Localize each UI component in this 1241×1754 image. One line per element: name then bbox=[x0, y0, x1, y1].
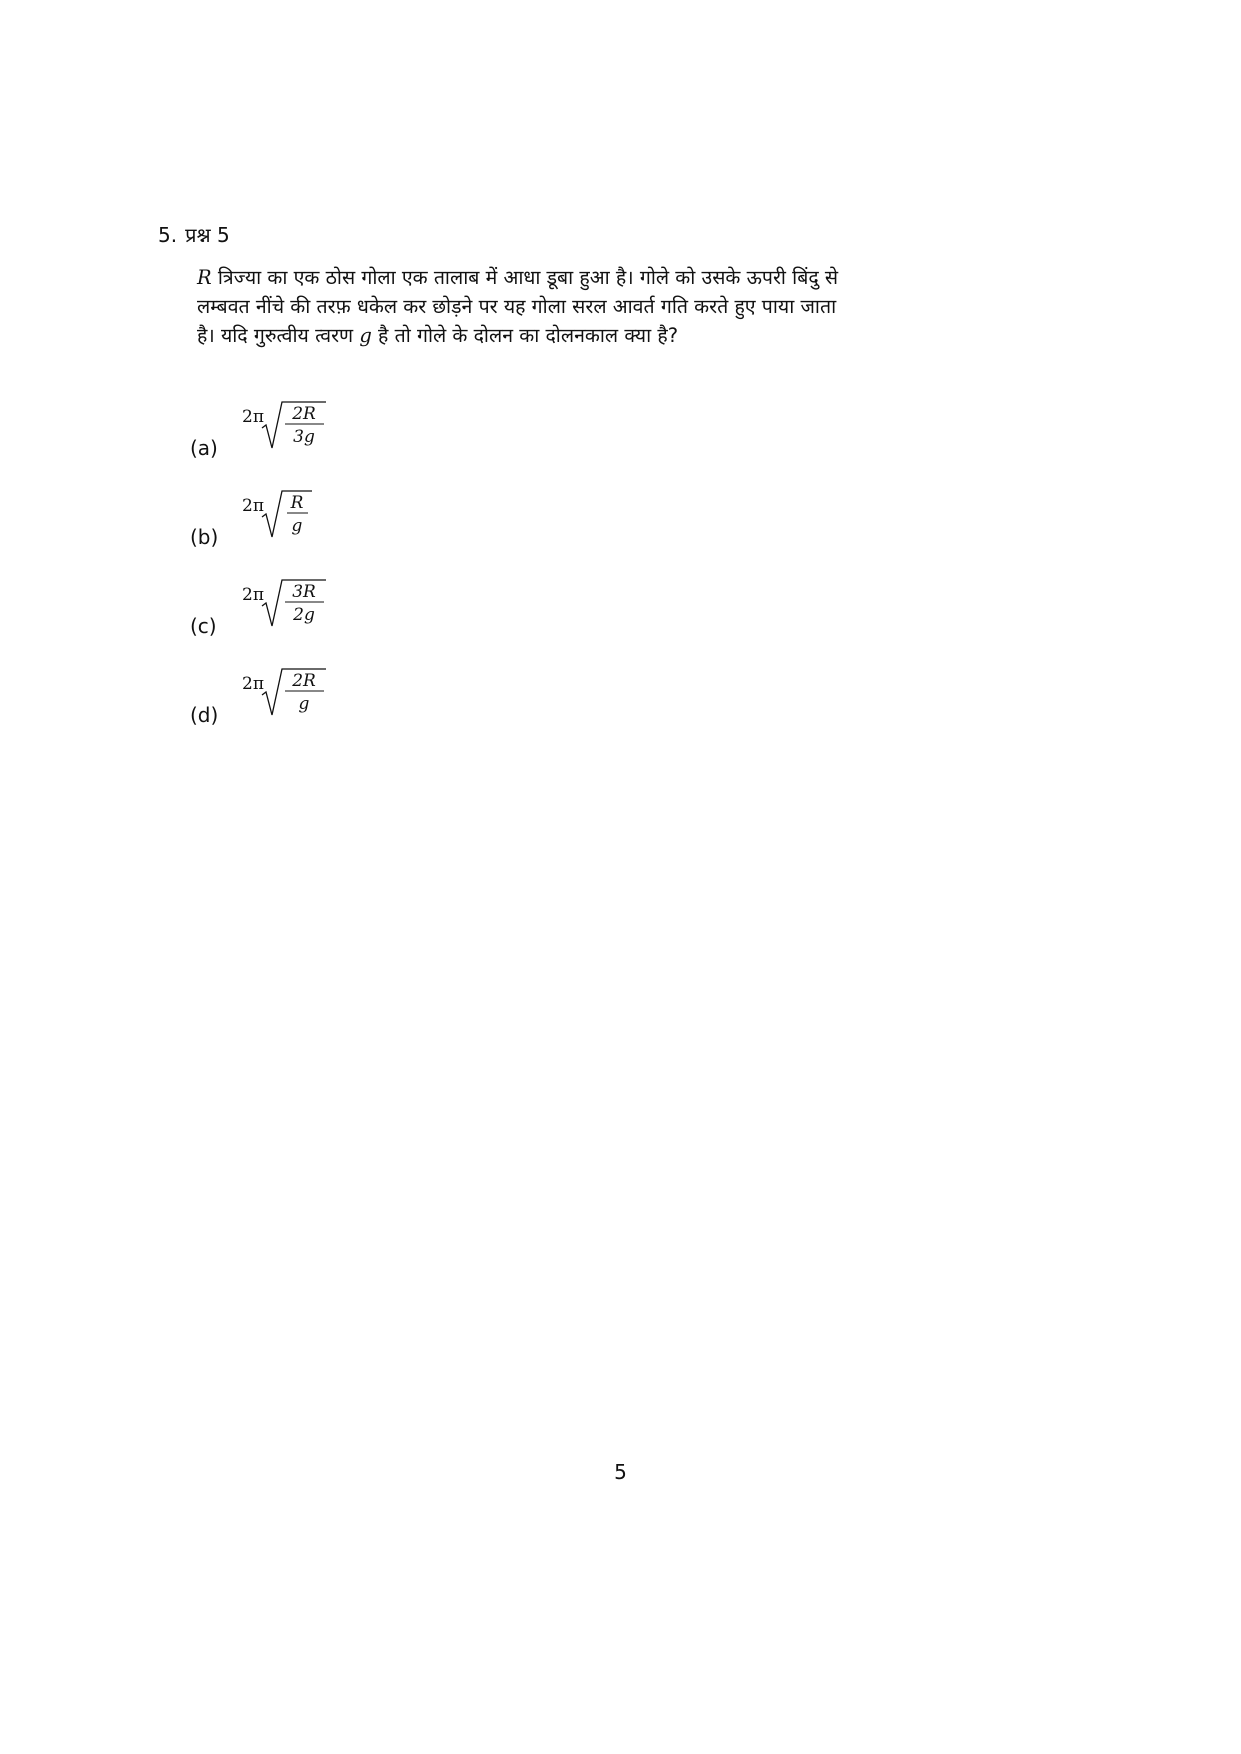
page-number: 5 bbox=[614, 1460, 627, 1484]
variable-g: g bbox=[359, 324, 372, 347]
option-a-formula bbox=[242, 398, 332, 458]
option-a-label: (a) bbox=[190, 436, 218, 460]
option-d-formula bbox=[242, 665, 332, 725]
question-line-2 bbox=[197, 292, 897, 321]
option-b[interactable] bbox=[190, 487, 490, 567]
question-line-3-after: है तो गोले के दोलन का दोलनकाल क्या है? bbox=[371, 324, 679, 347]
question-title: प्रश्न 5 bbox=[185, 223, 230, 247]
question-line-2-text: लम्बवत नींचे की तरफ़ धकेल कर छोड़ने पर यह गोला सरल आवर्त गति करते हुए पाया जाता bbox=[197, 295, 837, 318]
question-line-1 bbox=[197, 263, 897, 292]
option-b-label: (b) bbox=[190, 525, 219, 549]
option-c-denominator: 2g bbox=[293, 605, 315, 625]
question-number: 5. bbox=[158, 223, 178, 247]
option-d[interactable] bbox=[190, 665, 490, 745]
question-line-1-text: त्रिज्या का एक ठोस गोला एक तालाब में आधा डूबा हुआ है। गोले को उसके ऊपरी बिंदु से bbox=[211, 266, 839, 289]
option-c[interactable] bbox=[190, 576, 490, 656]
question-line-3 bbox=[197, 321, 897, 350]
option-b-coefficient: 2π bbox=[242, 496, 264, 516]
option-c-numerator: 3R bbox=[292, 582, 316, 602]
question-heading bbox=[158, 222, 230, 248]
option-c-coefficient: 2π bbox=[242, 585, 264, 605]
option-d-label: (d) bbox=[190, 703, 219, 727]
option-b-denominator: g bbox=[291, 516, 303, 536]
option-d-denominator: g bbox=[298, 694, 310, 714]
option-c-label: (c) bbox=[190, 614, 217, 638]
option-c-formula bbox=[242, 576, 332, 636]
option-b-sqrt-sign bbox=[262, 491, 312, 537]
option-b-numerator: R bbox=[290, 493, 304, 513]
question-line-3-before: है। यदि गुरुत्वीय त्वरण bbox=[197, 324, 360, 347]
option-a[interactable] bbox=[190, 398, 490, 478]
option-a-coefficient: 2π bbox=[242, 407, 264, 427]
option-a-numerator: 2R bbox=[292, 404, 316, 424]
option-d-coefficient: 2π bbox=[242, 674, 264, 694]
question-text bbox=[197, 263, 897, 350]
option-a-denominator: 3g bbox=[293, 427, 315, 447]
option-b-formula bbox=[242, 487, 332, 547]
option-d-numerator: 2R bbox=[292, 671, 316, 691]
variable-r: R bbox=[197, 266, 212, 289]
